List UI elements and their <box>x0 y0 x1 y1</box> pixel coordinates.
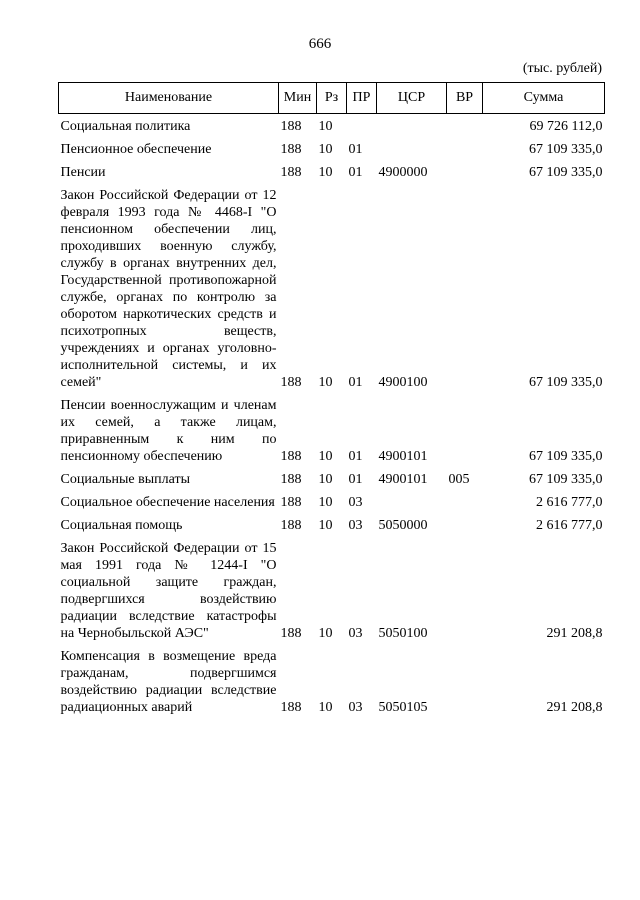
row-rz: 10 <box>318 626 333 641</box>
row-csr: 5050105 <box>378 700 428 715</box>
row-sum: 67 109 335,0 <box>529 375 603 390</box>
row-min: 188 <box>280 165 302 180</box>
row-rz: 10 <box>318 472 333 487</box>
row-name: Социальная политика <box>60 119 191 134</box>
table-row <box>59 534 605 642</box>
row-csr: 4900100 <box>378 375 428 390</box>
row-rz: 10 <box>318 700 333 715</box>
row-pr: 03 <box>348 626 363 641</box>
row-name: Закон Российской Федерации от 12 февраля 1993 года № 4468-I "О пенсионном обеспечении лиц, проходивших военную службу, службу в органах внутренних дел, Государственной противопожарной службе, органах по контролю за оборотом наркотических средств и психотропных веществ, учреждениях и органах уголовно-исполнительной системы, и их семей" <box>60 188 277 390</box>
header-sum: Сумма <box>483 83 605 114</box>
row-pr: 01 <box>348 472 363 487</box>
row-sum: 67 109 335,0 <box>529 449 603 464</box>
row-name: Пенсии <box>60 165 106 180</box>
row-sum: 291 208,8 <box>546 700 603 715</box>
table-row <box>59 391 605 465</box>
row-rz: 10 <box>318 495 333 510</box>
row-name: Компенсация в возмещение вреда гражданам, подвергшимся воздействию радиации вследствие радиационных аварий <box>60 649 277 715</box>
row-rz: 10 <box>318 142 333 157</box>
row-pr: 01 <box>348 142 363 157</box>
page-number: 666 <box>308 36 332 52</box>
row-sum: 67 109 335,0 <box>529 472 603 487</box>
row-csr: 4900000 <box>378 165 428 180</box>
row-rz: 10 <box>318 518 333 533</box>
table-row <box>59 181 605 391</box>
row-vr <box>447 181 483 391</box>
table-header-row <box>59 83 605 114</box>
row-pr: 03 <box>348 495 363 510</box>
table-row <box>59 642 605 716</box>
row-min: 188 <box>280 518 302 533</box>
row-pr: 01 <box>348 449 363 464</box>
header-min: Мин <box>279 83 317 114</box>
row-sum: 69 726 112,0 <box>529 119 603 134</box>
row-min: 188 <box>280 375 302 390</box>
row-min: 188 <box>280 449 302 464</box>
row-pr: 01 <box>348 165 363 180</box>
row-pr: 03 <box>348 518 363 533</box>
row-name: Социальные выплаты <box>60 472 191 487</box>
table-row <box>59 465 605 488</box>
row-min: 188 <box>280 472 302 487</box>
table-row <box>59 511 605 534</box>
row-min: 188 <box>280 495 302 510</box>
row-min: 188 <box>280 626 302 641</box>
row-vr: 005 <box>448 472 470 487</box>
row-sum: 2 616 777,0 <box>536 518 603 533</box>
row-name: Пенсии военнослужащим и членам их семей, а также лицам, приравненным к ним по пенсионному обеспечению <box>60 398 277 464</box>
row-min: 188 <box>280 119 302 134</box>
table-row <box>59 488 605 511</box>
table-row <box>59 158 605 181</box>
row-vr <box>447 511 483 534</box>
table-row <box>59 114 605 136</box>
row-csr: 5050000 <box>378 518 428 533</box>
row-csr <box>377 488 447 511</box>
header-name: Наименование <box>59 83 279 114</box>
row-sum: 2 616 777,0 <box>536 495 603 510</box>
row-rz: 10 <box>318 375 333 390</box>
row-csr <box>377 114 447 136</box>
row-sum: 291 208,8 <box>546 626 603 641</box>
row-pr <box>347 114 377 136</box>
row-pr: 03 <box>348 700 363 715</box>
row-name: Социальное обеспечение населения <box>60 495 275 510</box>
row-csr: 5050100 <box>378 626 428 641</box>
row-rz: 10 <box>318 165 333 180</box>
row-rz: 10 <box>318 119 333 134</box>
row-vr <box>447 135 483 158</box>
row-vr <box>447 114 483 136</box>
row-name: Пенсионное обеспечение <box>60 142 212 157</box>
row-csr: 4900101 <box>378 449 428 464</box>
row-min: 188 <box>280 142 302 157</box>
row-vr <box>447 391 483 465</box>
budget-table <box>58 82 605 716</box>
row-csr: 4900101 <box>378 472 428 487</box>
row-vr <box>447 642 483 716</box>
table-row <box>59 135 605 158</box>
header-vr: ВР <box>447 83 483 114</box>
header-rz: Рз <box>317 83 347 114</box>
row-name: Социальная помощь <box>60 518 183 533</box>
row-rz: 10 <box>318 449 333 464</box>
row-vr <box>447 534 483 642</box>
row-sum: 67 109 335,0 <box>529 165 603 180</box>
row-vr <box>447 488 483 511</box>
row-pr: 01 <box>348 375 363 390</box>
row-csr <box>377 135 447 158</box>
row-min: 188 <box>280 700 302 715</box>
row-name: Закон Российской Федерации от 15 мая 1991 года № 1244-I "О социальной защите граждан, подвергшихся воздействию радиации вследствие катастрофы на Чернобыльской АЭС" <box>60 541 277 641</box>
row-sum: 67 109 335,0 <box>529 142 603 157</box>
units-label: (тыс. рублей) <box>522 61 602 76</box>
header-pr: ПР <box>347 83 377 114</box>
row-vr <box>447 158 483 181</box>
header-csr: ЦСР <box>377 83 447 114</box>
